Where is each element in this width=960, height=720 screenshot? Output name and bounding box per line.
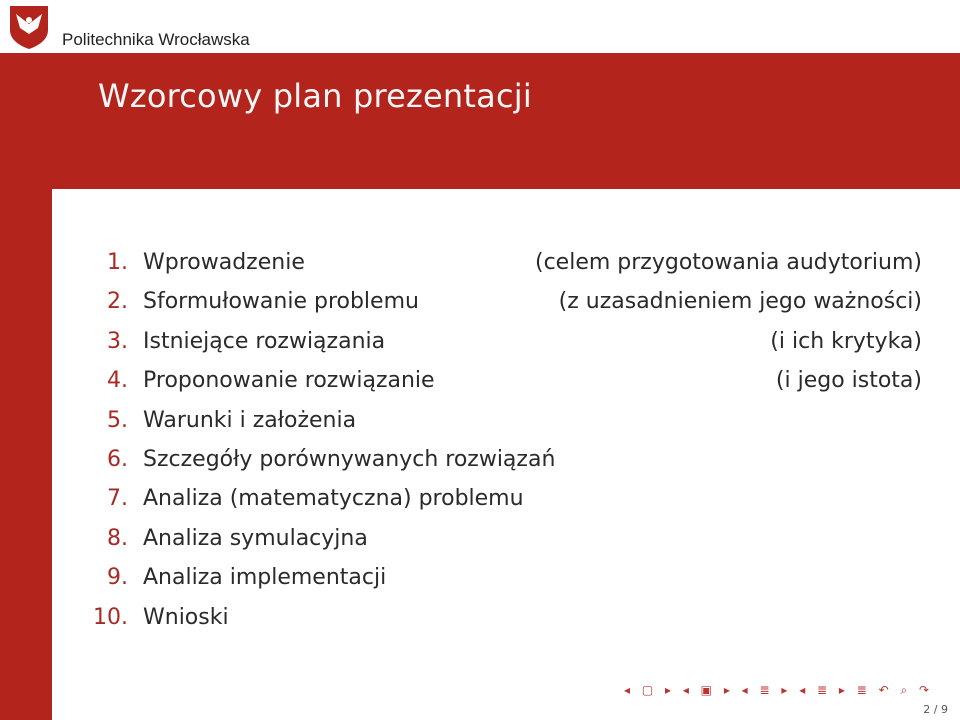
item-number: 1. [107, 250, 128, 275]
agenda-item [80, 329, 922, 368]
item-label: Warunki i założenia [143, 407, 357, 433]
agenda-item [80, 447, 922, 486]
item-number: 3. [107, 328, 128, 354]
item-note: (i jego istota) [775, 368, 922, 394]
item-number: 5. [107, 407, 128, 433]
item-number: 9. [107, 565, 128, 591]
agenda-item [80, 408, 922, 447]
item-number: 2. [107, 289, 128, 315]
item-label: Wprowadzenie [143, 250, 305, 275]
agenda-item [80, 526, 922, 565]
agenda-item [80, 605, 922, 644]
item-label: Wnioski [143, 604, 229, 630]
slide-title: Wzorcowy plan prezentacji [98, 77, 532, 115]
organization-name: Politechnika Wrocławska [62, 30, 250, 49]
agenda-item [80, 565, 922, 604]
agenda-item [80, 250, 922, 289]
title-bar [52, 53, 960, 189]
item-label: Proponowanie rozwiązanie [143, 368, 435, 394]
agenda-item [80, 368, 922, 407]
item-note: (celem przygotowania audytorium) [535, 250, 922, 275]
item-label: Analiza implementacji [143, 565, 387, 591]
item-number: 8. [107, 525, 128, 551]
beamer-navigation-controls[interactable]: ◂ ▢ ▸ ◂ ▣ ▸ ◂ ≣ ▸ ◂ ≣ ▸ ≣ ↶ ⌕ ↷ [624, 683, 934, 697]
university-crest-icon [8, 4, 50, 50]
item-label: Analiza (matematyczna) problemu [143, 486, 524, 512]
item-label: Sformułowanie problemu [143, 289, 419, 315]
item-number: 10. [93, 604, 128, 630]
header-bar [0, 0, 960, 53]
item-note: (i ich krytyka) [770, 328, 922, 354]
item-label: Analiza symulacyjna [143, 525, 368, 551]
item-number: 7. [107, 486, 128, 512]
page-number: 2 / 9 [923, 703, 948, 716]
item-number: 6. [107, 446, 128, 472]
agenda-list [80, 250, 922, 644]
agenda-item [80, 486, 922, 525]
item-label: Szczegóły porównywanych rozwiązań [143, 446, 556, 472]
left-accent-strip [0, 53, 52, 720]
agenda-item [80, 289, 922, 328]
item-note: (z uzasadnieniem jego ważności) [558, 289, 922, 315]
item-label: Istniejące rozwiązania [143, 328, 386, 354]
item-number: 4. [107, 368, 128, 394]
